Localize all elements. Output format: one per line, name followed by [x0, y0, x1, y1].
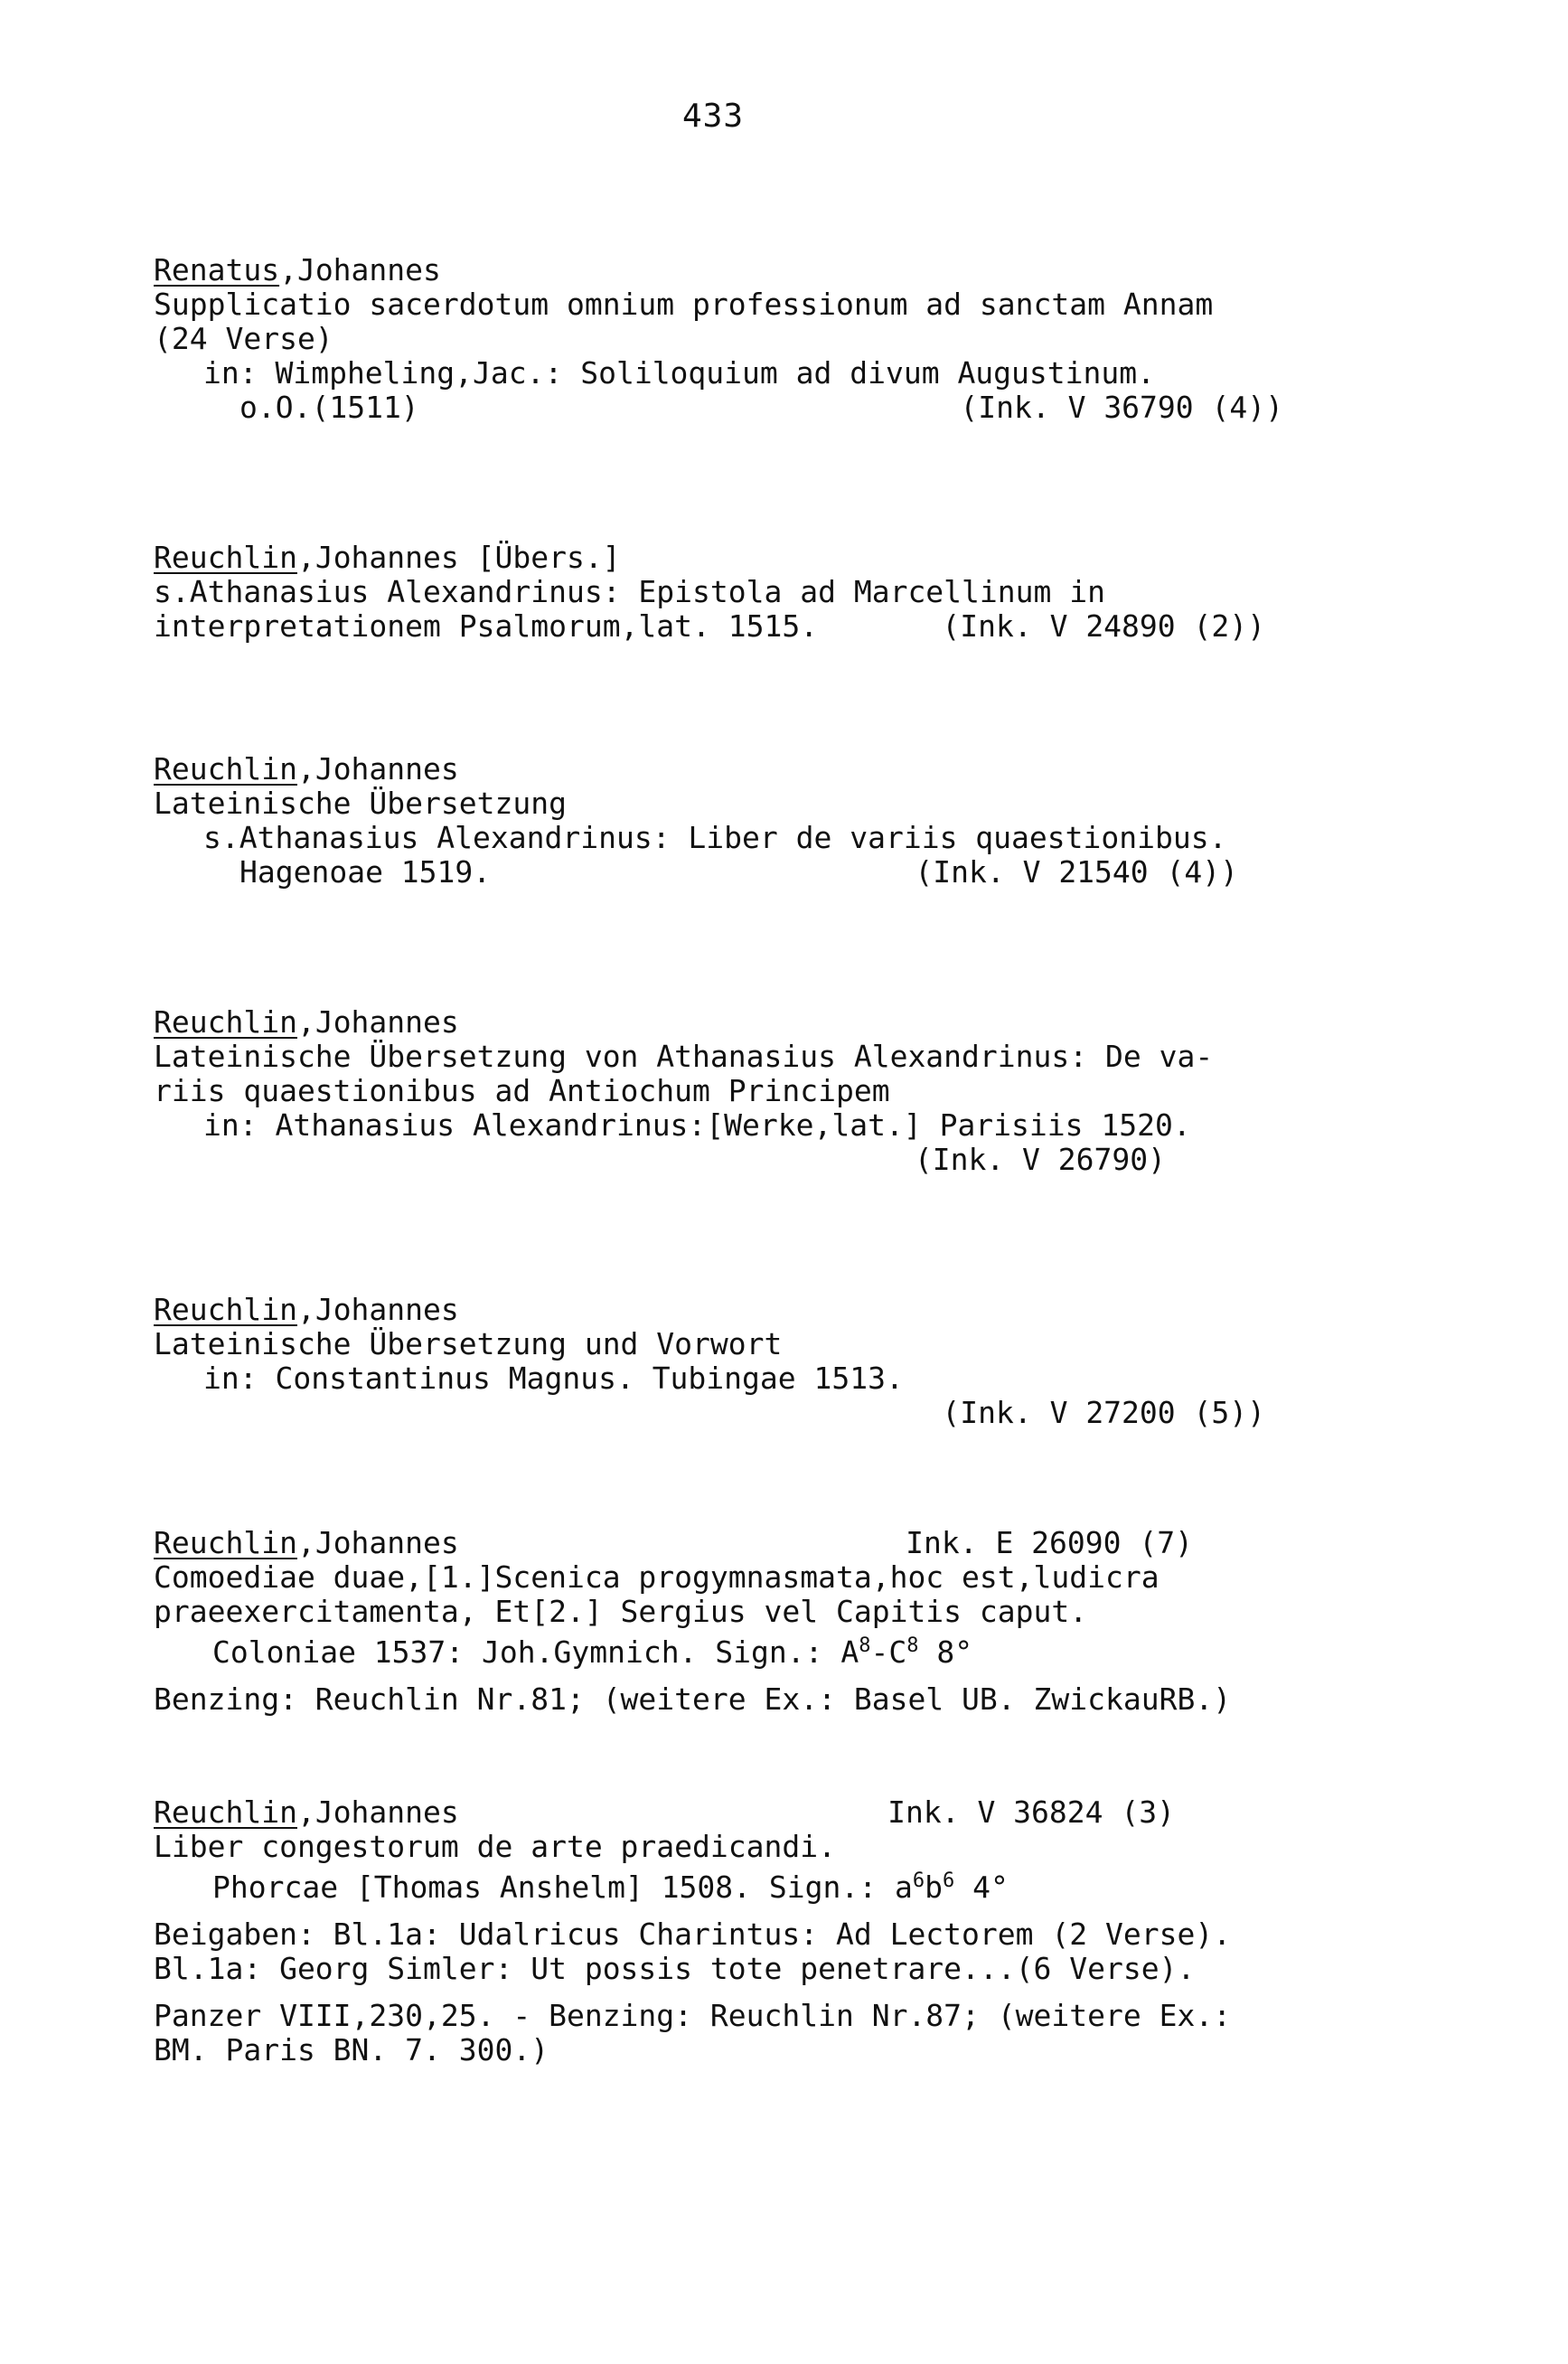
note-line: Panzer VIII,230,25. - Benzing: Reuchlin Nr.87; (weitere Ex.: [154, 1998, 1232, 2033]
author-name: Reuchlin [154, 1292, 297, 1327]
shelf-row [154, 1396, 1356, 1430]
shelfmark: Ink. V 36824 (3) [887, 1794, 1175, 1830]
author-name: Reuchlin [154, 1525, 297, 1560]
entry-heading: Reuchlin,Johannes Ink. E 26090 (7) [154, 1526, 1356, 1560]
note-line: Beigaben: Bl.1a: Udalricus Charintus: Ad Lectorem (2 Verse). [154, 1917, 1232, 1952]
entry-heading: Reuchlin,Johannes [154, 1292, 459, 1327]
title-line: (24 Verse) [154, 321, 333, 356]
shelfmark: (Ink. V 21540 (4)) [915, 854, 1238, 890]
imprint-place: o.O.(1511) [239, 390, 419, 425]
catalog-entry [154, 1293, 1356, 1430]
entry-heading: Reuchlin,Johannes Ink. V 36824 (3) [154, 1795, 1356, 1830]
catalog-entry [154, 1005, 1356, 1177]
imprint-line: Coloniae 1537: Joh.Gymnich. Sign.: $A^8-C^8$ 8° [212, 1634, 973, 1670]
format: 8° [936, 1634, 973, 1670]
shelf-row [154, 1143, 1356, 1177]
entry-heading: Reuchlin,Johannes [Übers.] [154, 540, 621, 575]
in-line: in: Wimpheling,Jac.: Soliloquium ad divum Augustinum. [203, 355, 1155, 391]
imprint-place: Hagenoae 1519. [239, 854, 492, 890]
author-name: Reuchlin [154, 751, 297, 786]
note-line: BM. Paris BN. 7. 300.) [154, 2032, 549, 2067]
in-line: in: Constantinus Magnus. Tubingae 1513. [203, 1361, 904, 1396]
title-line: riis quaestionibus ad Antiochum Principem [154, 1073, 890, 1108]
format: 4° [972, 1870, 1009, 1905]
entry-heading: Reuchlin,Johannes [154, 1004, 459, 1040]
title-line: interpretationem Psalmorum,lat. 1515. [154, 608, 819, 644]
note-line: Bl.1a: Georg Simler: Ut possis tote penetrare...(6 Verse). [154, 1951, 1196, 1986]
author-name: Reuchlin [154, 540, 297, 575]
shelfmark: (Ink. V 26790) [914, 1142, 1166, 1177]
catalog-entry [154, 1795, 1356, 2067]
shelfmark: (Ink. V 24890 (2)) [942, 608, 1265, 644]
title-line: Lateinische Übersetzung von Athanasius Alexandrinus: De va- [154, 1039, 1214, 1074]
title-line: praeexercitamenta, Et[2.] Sergius vel Capitis caput. [154, 1594, 1088, 1629]
entry-heading: Reuchlin,Johannes [154, 751, 459, 786]
title-line: Supplicatio sacerdotum omnium professionum ad sanctam Annam [154, 287, 1214, 322]
title-line: Comoediae duae,[1.]Scenica progymnasmata,hoc est,ludicra [154, 1559, 1160, 1595]
imprint-row [154, 391, 1356, 425]
catalog-entry [154, 1526, 1356, 1717]
shelfmark: Ink. E 26090 (7) [906, 1525, 1193, 1560]
shelfmark: (Ink. V 36790 (4)) [960, 390, 1283, 425]
title-line: s.Athanasius Alexandrinus: Epistola ad Marcellinum in [154, 574, 1105, 609]
entry-heading: Renatus,Johannes [154, 252, 441, 287]
note-line: Benzing: Reuchlin Nr.81; (weitere Ex.: Basel UB. ZwickauRB.) [154, 1681, 1232, 1717]
catalog-entry [154, 752, 1356, 890]
in-line: in: Athanasius Alexandrinus:[Werke,lat.] Parisiis 1520. [203, 1107, 1191, 1143]
author-name: Renatus [154, 252, 280, 287]
in-line: s.Athanasius Alexandrinus: Liber de variis quaestionibus. [203, 820, 1227, 855]
author-name: Reuchlin [154, 1004, 297, 1040]
imprint-line: Phorcae [Thomas Anshelm] 1508. Sign.: $a^6b^6$ 4° [212, 1870, 1009, 1905]
imprint-row [154, 855, 1356, 890]
title-row [154, 609, 1356, 644]
catalog-entry [154, 541, 1356, 644]
title-line: Lateinische Übersetzung und Vorwort [154, 1326, 783, 1361]
page-number: 433 [682, 98, 745, 135]
author-name: Reuchlin [154, 1794, 297, 1830]
title-line: Lateinische Übersetzung [154, 786, 567, 821]
catalog-entry [154, 253, 1356, 425]
shelfmark: (Ink. V 27200 (5)) [942, 1395, 1265, 1430]
title-line: Liber congestorum de arte praedicandi. [154, 1829, 836, 1864]
